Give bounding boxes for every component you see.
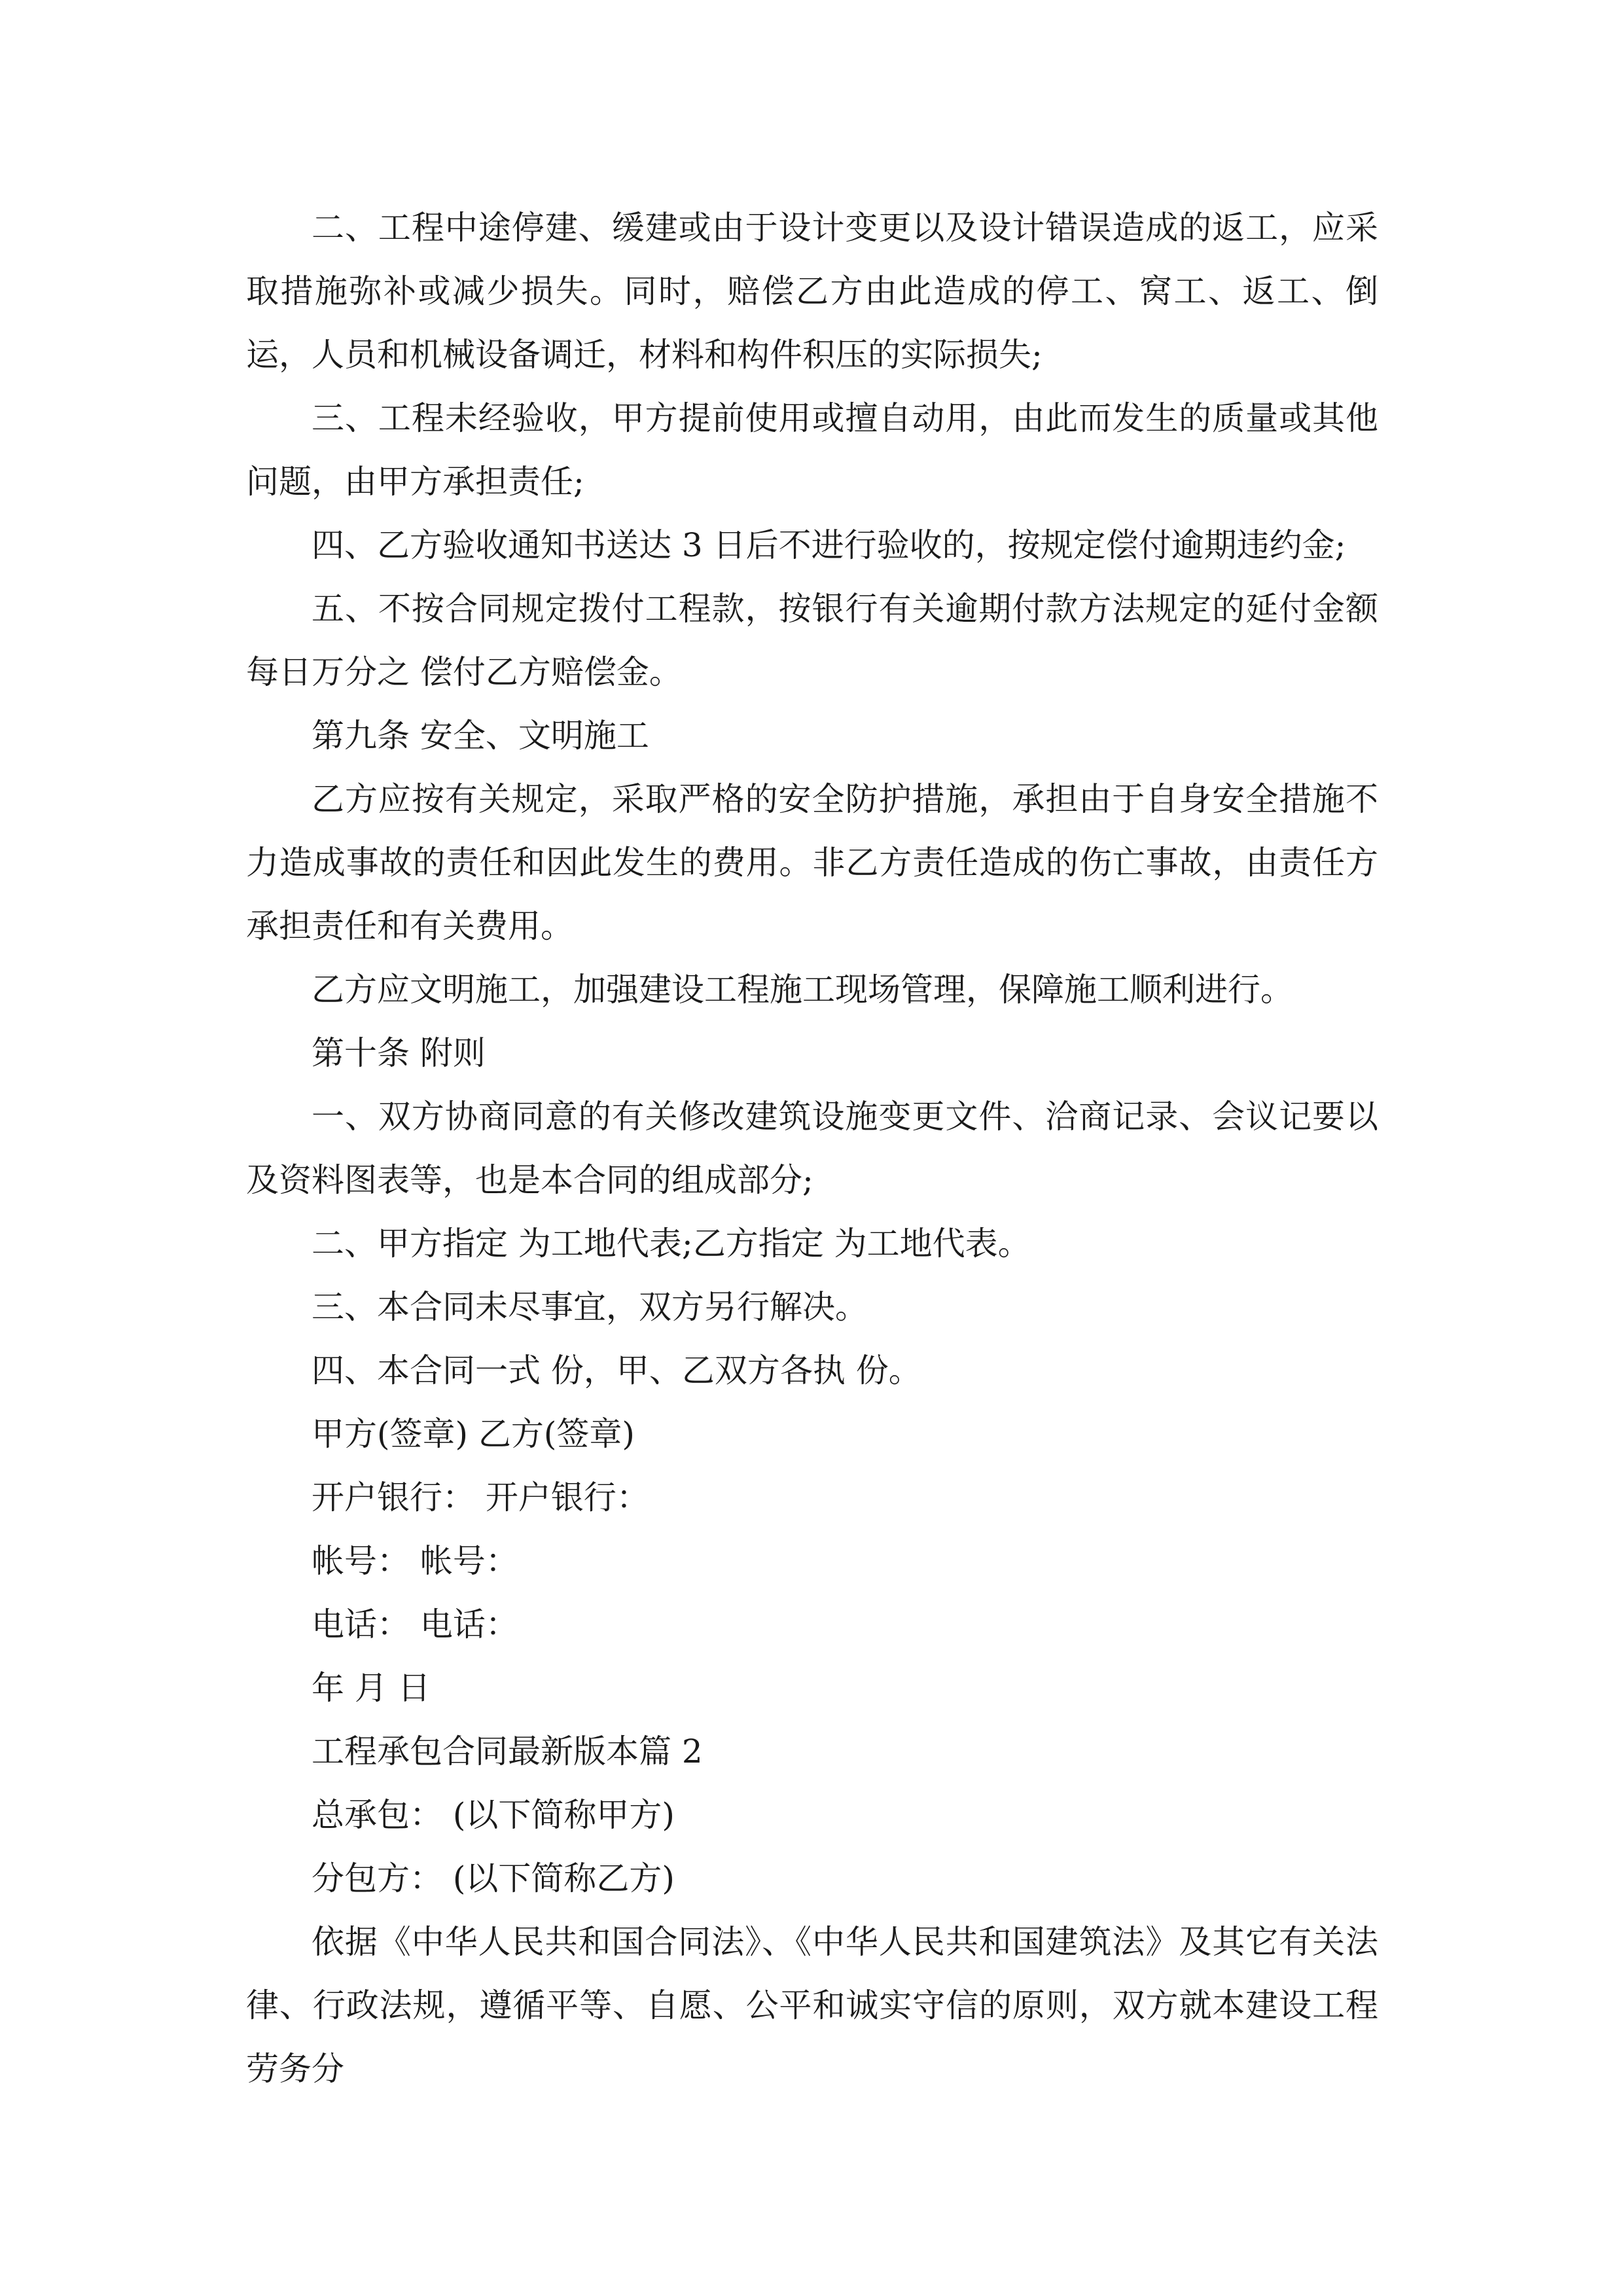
paragraph-appendix-documents: 一、双方协商同意的有关修改建筑设施变更文件、洽商记录、会议记要以及资料图表等，也是本合同的组成部分; <box>246 1098 1378 1199</box>
account-line: 帐号： 帐号： <box>312 1542 518 1580</box>
heading-article-9: 第九条 安全、文明施工 <box>312 717 649 755</box>
paragraph-safety-measures: 乙方应按有关规定，采取严格的安全防护措施，承担由于自身安全措施不力造成事故的责任和因此发生的费用。非乙方责任造成的伤亡事故，由责任方承担责任和有关费用。 <box>246 780 1378 945</box>
bank-line: 开户银行： 开户银行： <box>312 1479 649 1516</box>
general-contractor-line: 总承包： (以下简称甲方) <box>312 1796 675 1834</box>
paragraph-unresolved-matters: 三、本合同未尽事宜，双方另行解决。 <box>312 1288 868 1326</box>
paragraph-civilized-construction: 乙方应文明施工，加强建设工程施工现场管理，保障施工顺利进行。 <box>312 971 1293 1009</box>
phone-line: 电话： 电话： <box>312 1605 518 1643</box>
paragraph-acceptance-notice: 四、乙方验收通知书送达 3 日后不进行验收的，按规定偿付逾期违约金; <box>312 526 1346 564</box>
subcontractor-line: 分包方： (以下简称乙方) <box>312 1859 675 1897</box>
section-title: 工程承包合同最新版本篇 2 <box>312 1732 703 1770</box>
document-body <box>246 196 1378 2101</box>
paragraph-late-payment: 五、不按合同规定拨付工程款，按银行有关逾期付款方法规定的延付金额每日万分之 偿付乙方赔偿金。 <box>246 590 1378 691</box>
signature-line: 甲方(签章) 乙方(签章) <box>312 1415 635 1453</box>
date-line: 年 月 日 <box>312 1669 431 1707</box>
paragraph-legal-basis: 依据《中华人民共和国合同法》、《中华人民共和国建筑法》及其它有关法律、行政法规，遵循平等、自愿、公平和诚实守信的原则，双方就本建设工程劳务分 <box>246 1923 1378 2088</box>
heading-article-10: 第十条 附则 <box>312 1034 486 1072</box>
paragraph-compensation-stoppage: 二、工程中途停建、缓建或由于设计变更以及设计错误造成的返工，应采取措施弥补或减少损失。同时，赔偿乙方由此造成的停工、窝工、返工、倒运，人员和机械设备调迁，材料和构件积压的实际损失; <box>246 209 1378 374</box>
paragraph-site-representatives: 二、甲方指定 为工地代表;乙方指定 为工地代表。 <box>312 1225 1031 1263</box>
paragraph-unaccepted-use: 三、工程未经验收，甲方提前使用或擅自动用，由此而发生的质量或其他问题，由甲方承担责任; <box>246 399 1378 501</box>
paragraph-copies: 四、本合同一式 份，甲、乙双方各执 份。 <box>312 1352 921 1390</box>
